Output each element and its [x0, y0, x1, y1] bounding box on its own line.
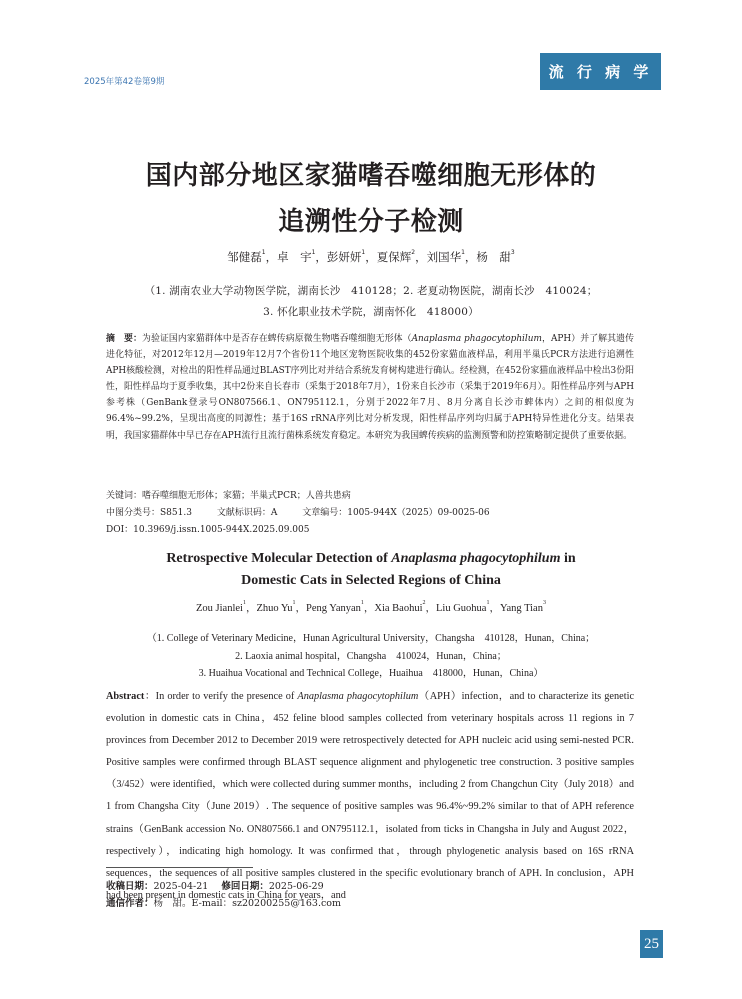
author-aff: 3 — [510, 249, 515, 256]
doi — [106, 522, 309, 535]
article-no-label: 文章编号： — [302, 508, 348, 518]
cn-abstract — [106, 331, 634, 444]
author: Xia Baohui — [374, 603, 423, 614]
doi-label: DOI： — [106, 525, 134, 535]
cn-title-line1: 国内部分地区家猫嗜吞噬细胞无形体的 — [145, 161, 597, 191]
en-affiliation-line1: （1. College of Veterinary Medicine，Hunan Agricultural University，Changsha 410128，Hunan，China； — [146, 633, 596, 644]
author-aff: 2 — [411, 249, 416, 256]
cn-affiliation-line2: 3. 怀化职业技术学院，湖南怀化 418000） — [263, 306, 479, 318]
en-abstract-label: Abstract — [106, 691, 145, 702]
author-aff: 1 — [361, 249, 366, 256]
received-date: 2025-04-21 — [153, 881, 209, 892]
clc: S851.3 — [160, 508, 192, 518]
corresponding-author: 杨 甜。E-mail：sz20200255@163.com — [153, 898, 342, 909]
journal-issue: 2025年第42卷第9期 — [84, 77, 165, 87]
author-aff: 1 — [242, 600, 246, 606]
en-affiliation-line2: 2. Laoxia animal hospital，Changsha 410024，Hunan，China； — [235, 651, 507, 662]
author-aff: 2 — [422, 600, 426, 606]
corresponding-label: 通信作者： — [106, 898, 154, 909]
author: Zou Jianlei — [196, 603, 243, 614]
footnote-dates — [106, 878, 324, 892]
author-aff: 1 — [461, 249, 465, 256]
en-title-text: in — [560, 551, 576, 566]
en-authors: Zou Jianlei$^1$，Zhuo Yu$^1$，Peng Yanyan$^1$，Xia Baohui$^2$，Liu Guohua$^1$，Yang Tian$^3$ — [196, 600, 546, 614]
cn-keywords — [106, 488, 351, 501]
author: 夏保辉 — [376, 250, 412, 264]
section-badge: 流 行 病 学 — [540, 53, 661, 90]
author: Peng Yanyan — [306, 603, 361, 614]
author: Zhuo Yu — [256, 603, 293, 614]
en-abstract-text: ：In order to verify the presence of — [144, 691, 298, 702]
en-title-line2: Domestic Cats in Selected Regions of China — [241, 573, 501, 588]
cn-abstract-label: 摘 要： — [106, 334, 142, 344]
author: Liu Guohua — [436, 603, 487, 614]
clc-label: 中图分类号： — [106, 508, 161, 518]
doc-code: A — [270, 508, 278, 518]
species-name: Anaplasma phagocytophilum — [411, 334, 542, 344]
author: Yang Tian — [499, 603, 543, 614]
doi-value: 10.3969/j.issn.1005-944X.2025.09.005 — [133, 525, 310, 535]
cn-title-line2: 追溯性分子检测 — [278, 207, 464, 237]
cn-classification — [106, 505, 490, 518]
keywords: 嗜吞噬细胞无形体；家猫；半巢式PCR；人兽共患病 — [142, 491, 351, 501]
keywords-label: 关键词： — [106, 491, 143, 501]
author: 邹健磊 — [227, 250, 262, 264]
en-abstract-text: （APH）infection，and to characterize its genetic evolution in domestic cats in China，452 feline blood samples collected from veterinary hospitals across 11 regions in 7 provinces from December 2012 to December 2019 were retrospectively detected for APH nucleic acid using semi-nested PCR. Positive samples were confirmed through BLAST sequence alignment and phylogenetic tree construction. 3 positive samples（3/452）were identified，which were collected during summer months，including 2 from Changchun City（July 2018）and 1 from Changsha City（June 2019）. The sequence of positive samples was 96.4%~99.2% similar to that of APH reference strains（GenBank accession No. ON807566.1 and ON795112.1，isolated from ticks in Changsha in July and August 2022，respectively），indicating high homology. It was confirmed that，through phylogenetic analysis based on 16S rRNA sequences，the sequences of all positive samples clustered in the specific evolutionary branch of APH. In conclusion，APH had been present in domestic cats in China for years，and — [106, 691, 635, 901]
received-label: 收稿日期： — [106, 881, 154, 892]
cn-affiliation-line1: （1. 湖南农业大学动物医学院，湖南长沙 410128；2. 老夏动物医院，湖南长沙 410024； — [144, 285, 598, 297]
author: 卓 宇 — [277, 250, 312, 264]
author-aff: 1 — [292, 600, 296, 606]
en-affiliation-line3: 3. Huaihua Vocational and Technical College，Huaihua 418000，Hunan，China） — [198, 668, 544, 679]
cn-abstract-text: ，APH）并了解其遗传进化特征，对2012年12月—2019年12月7个省份11个地区宠物医院收集的452份家猫血液样品，利用半巢氏PCR方法进行追溯性APH核酸检测，对检出的阳性样品通过BLAST序列比对并结合系统发育树构建进行确认。经检测，在452份家猫血液样品中检出3份阳性，阳性样品均于夏季收集，其中2份来自长春市（采集于2018年7月），1份来自长沙市（采集于2019年6月）。阳性样品序列与APH参考株（GenBank登录号ON807566.1、ON795112.1，分别于2022年7月、8月分离自长沙市蜱体内）之间的相似度为96.4%~99.2%，呈现出高度的同源性；基于16S rRNA序列比对分析发现，阳性样品序列均归属于APH特异性进化分支。结果表明，我国家猫群体中早已存在APH流行且流行菌株系统发育稳定。本研究为我国蜱传疾病的监测预警和防控策略制定提供了重要依据。 — [106, 334, 635, 441]
author-aff: 1 — [261, 249, 266, 256]
doc-code-label: 文献标识码： — [216, 508, 271, 518]
author: 杨 甜 — [476, 250, 511, 264]
author-aff: 1 — [311, 249, 316, 256]
revised-date: 2025-06-29 — [268, 881, 324, 892]
revised-label: 修回日期： — [221, 881, 269, 892]
author-aff: 1 — [360, 600, 364, 606]
author: 彭妍妍 — [326, 250, 362, 264]
author-aff: 3 — [542, 600, 546, 606]
page-number: 25 — [640, 930, 663, 958]
footnote-corresponding — [106, 895, 341, 909]
author-aff: 1 — [486, 600, 490, 606]
species-name: Anaplasma phagocytophilum — [297, 691, 419, 702]
author: 刘国华 — [426, 250, 462, 264]
en-title-text: Retrospective Molecular Detection of — [166, 551, 392, 566]
footnote-rule — [106, 867, 253, 868]
article-no: 1005-944X（2025）09-0025-06 — [347, 508, 490, 518]
en-title — [84, 548, 658, 592]
cn-abstract-text: 为验证国内家猫群体中是否存在蜱传病原微生物嗜吞噬细胞无形体（ — [141, 334, 412, 344]
cn-authors: 邹健磊$^1$，卓 宇$^1$，彭妍妍$^1$，夏保辉$^2$，刘国华$^1$，杨 甜$^3$ — [227, 249, 515, 264]
species-name: Anaplasma phagocytophilum — [391, 551, 561, 566]
en-abstract — [106, 686, 634, 907]
